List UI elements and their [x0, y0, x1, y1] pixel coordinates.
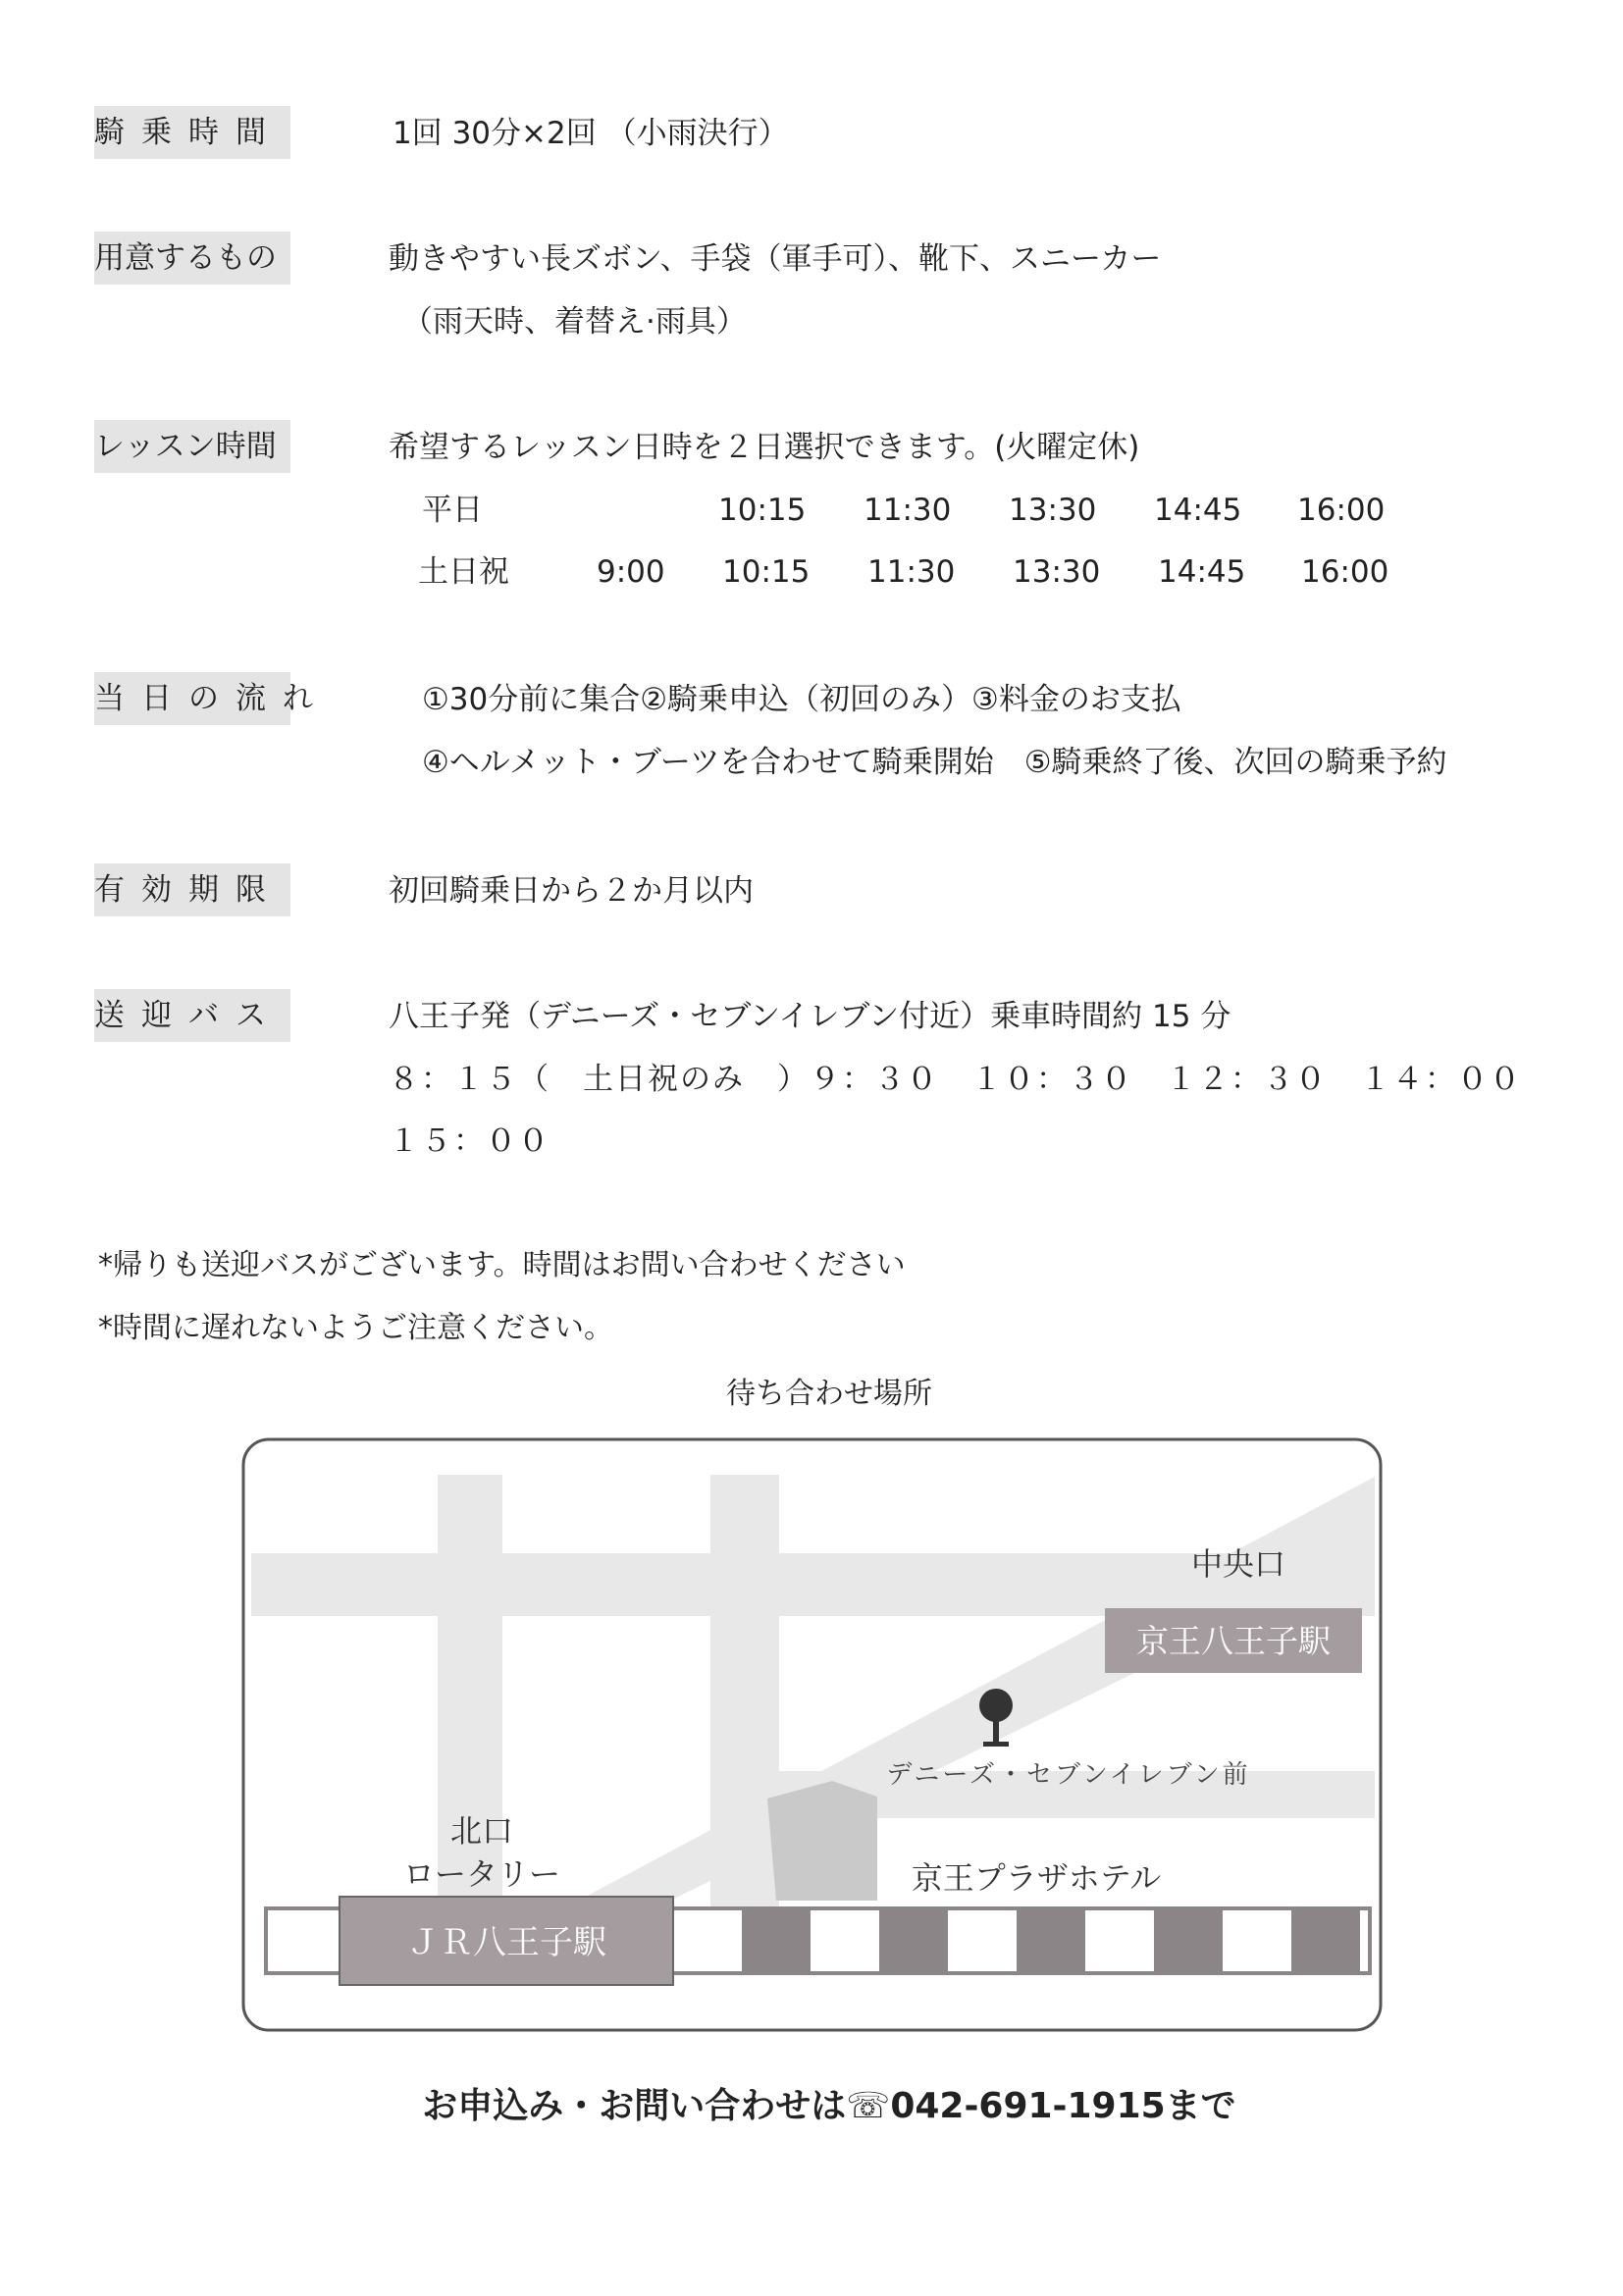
map-title: 待ち合わせ場所 — [726, 1377, 932, 1411]
note-be-on-time: *時間に遅れないようご注意ください。 — [98, 1311, 613, 1345]
items-line-2: （雨天時、着替え·雨具） — [402, 304, 747, 339]
label-shuttle-bus: 送迎バス — [94, 989, 290, 1042]
bus-line-3: １５：００ — [389, 1123, 550, 1159]
contact-line: お申込み・お問い合わせは☏042-691-1915まで — [422, 2086, 1236, 2126]
jr-station-label: ＪＲ八王子駅 — [406, 1923, 606, 1962]
bus-line-2: ８：１５（ 土日祝のみ ）９：３０ １０：３０ １２：３０ １４：００ — [389, 1062, 1522, 1097]
note-return-bus: *帰りも送迎バスがございます。時間はお問い合わせください — [98, 1248, 906, 1282]
keio-station-label: 京王八王子駅 — [1136, 1622, 1331, 1660]
central-exit-label: 中央口 — [1190, 1545, 1286, 1583]
hotel-building-icon — [767, 1781, 877, 1901]
weekend-time: 14:45 — [1158, 554, 1246, 590]
meeting-point-pin-stem — [993, 1720, 999, 1744]
flow-line-2: ④ヘルメット・ブーツを合わせて騎乗開始 ⑤騎乗終了後、次回の騎乗予約 — [422, 745, 1447, 780]
weekend-label: 土日祝 — [418, 554, 509, 590]
weekday-time: 11:30 — [864, 493, 952, 528]
riding-time-text: 1回 30分×2回 （小雨決行） — [393, 116, 789, 151]
bus-line-1: 八王子発（デニーズ・セブンイレブン付近）乗車時間約 15 分 — [389, 999, 1231, 1034]
weekday-time: 13:30 — [1009, 493, 1097, 528]
track-block — [1291, 1910, 1360, 1971]
meeting-point-pin-base — [983, 1742, 1009, 1747]
weekend-time: 11:30 — [867, 554, 956, 590]
hotel-label: 京王プラザホテル — [911, 1859, 1162, 1897]
label-riding-time: 騎乗時間 — [94, 106, 290, 159]
track-block — [1017, 1910, 1085, 1971]
meeting-point-icon — [979, 1689, 1013, 1722]
track-block — [879, 1910, 948, 1971]
weekend-time: 16:00 — [1301, 554, 1389, 590]
weekday-time: 14:45 — [1154, 493, 1242, 528]
track-block — [1154, 1910, 1223, 1971]
label-lesson-time: レッスン時間 — [94, 420, 290, 473]
weekday-label: 平日 — [422, 493, 483, 528]
weekday-row — [0, 491, 1623, 530]
weekend-time: 13:30 — [1013, 554, 1101, 590]
items-line-1: 動きやすい長ズボン、手袋（軍手可）、靴下、スニーカー — [389, 241, 1162, 277]
validity-text: 初回騎乗日から２か月以内 — [389, 873, 754, 909]
weekday-time: 10:15 — [718, 493, 807, 528]
label-validity: 有効期限 — [94, 863, 290, 916]
meeting-place-map — [241, 1437, 1383, 2032]
north-exit-label: 北口 — [449, 1812, 514, 1850]
track-block — [742, 1910, 811, 1971]
label-items-to-bring: 用意するもの — [94, 232, 290, 285]
rotary-label: ロータリー — [402, 1855, 561, 1893]
road-vertical-left — [438, 1475, 502, 1921]
weekend-row — [0, 552, 1623, 592]
lesson-intro: 希望するレッスン日時を２日選択できます。(火曜定休) — [389, 430, 1140, 465]
weekend-time: 9:00 — [597, 554, 665, 590]
weekend-time: 10:15 — [722, 554, 811, 590]
weekday-time: 16:00 — [1297, 493, 1386, 528]
flow-line-1: ①30分前に集合②騎乗申込（初回のみ）③料金のお支払 — [422, 682, 1181, 717]
meeting-point-label: デニーズ・セブンイレブン前 — [886, 1760, 1251, 1790]
label-day-flow: 当日の流れ — [94, 672, 290, 725]
